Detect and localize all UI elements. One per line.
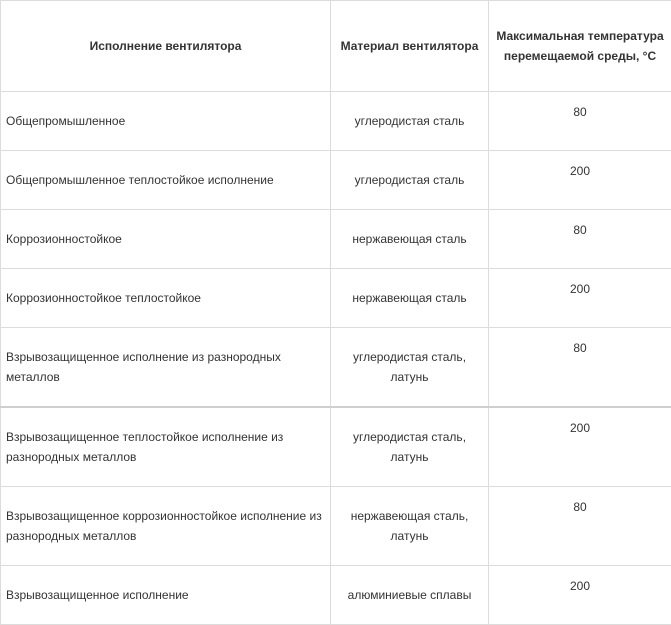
cell-max-temperature: 80 xyxy=(489,92,671,151)
cell-fan-version: Взрывозащищенное теплостойкое исполнение из разнородных металлов xyxy=(1,407,331,487)
table-row xyxy=(1,566,671,625)
cell-max-temperature: 200 xyxy=(489,407,671,487)
cell-max-temperature: 200 xyxy=(489,566,671,625)
header-fan-version: Исполнение вентилятора xyxy=(1,1,331,92)
table-row xyxy=(1,92,671,151)
table-row xyxy=(1,151,671,210)
cell-max-temperature: 80 xyxy=(489,210,671,269)
cell-fan-version: Общепромышленное xyxy=(1,92,331,151)
cell-fan-version: Коррозионностойкое теплостойкое xyxy=(1,269,331,328)
cell-fan-version: Взрывозащищенное исполнение xyxy=(1,566,331,625)
table-row xyxy=(1,328,671,408)
header-max-temperature: Максимальная температура перемещаемой среды, °С xyxy=(489,1,671,92)
cell-fan-material: углеродистая сталь xyxy=(331,151,489,210)
cell-fan-material: углеродистая сталь, латунь xyxy=(331,328,489,408)
table-row xyxy=(1,487,671,566)
cell-max-temperature: 200 xyxy=(489,269,671,328)
table-header-row xyxy=(1,1,671,92)
cell-fan-material: углеродистая сталь xyxy=(331,92,489,151)
cell-fan-material: алюминиевые сплавы xyxy=(331,566,489,625)
cell-fan-material: углеродистая сталь, латунь xyxy=(331,407,489,487)
cell-fan-version: Взрывозащищенное исполнение из разнородных металлов xyxy=(1,328,331,408)
table-row xyxy=(1,210,671,269)
cell-max-temperature: 200 xyxy=(489,151,671,210)
cell-max-temperature: 80 xyxy=(489,487,671,566)
cell-fan-version: Коррозионностойкое xyxy=(1,210,331,269)
cell-fan-material: нержавеющая сталь, латунь xyxy=(331,487,489,566)
cell-fan-material: нержавеющая сталь xyxy=(331,210,489,269)
table-row xyxy=(1,407,671,487)
cell-fan-material: нержавеющая сталь xyxy=(331,269,489,328)
cell-max-temperature: 80 xyxy=(489,328,671,408)
header-fan-material: Материал вентилятора xyxy=(331,1,489,92)
cell-fan-version: Общепромышленное теплостойкое исполнение xyxy=(1,151,331,210)
cell-fan-version: Взрывозащищенное коррозионностойкое исполнение из разнородных металлов xyxy=(1,487,331,566)
table-row xyxy=(1,269,671,328)
